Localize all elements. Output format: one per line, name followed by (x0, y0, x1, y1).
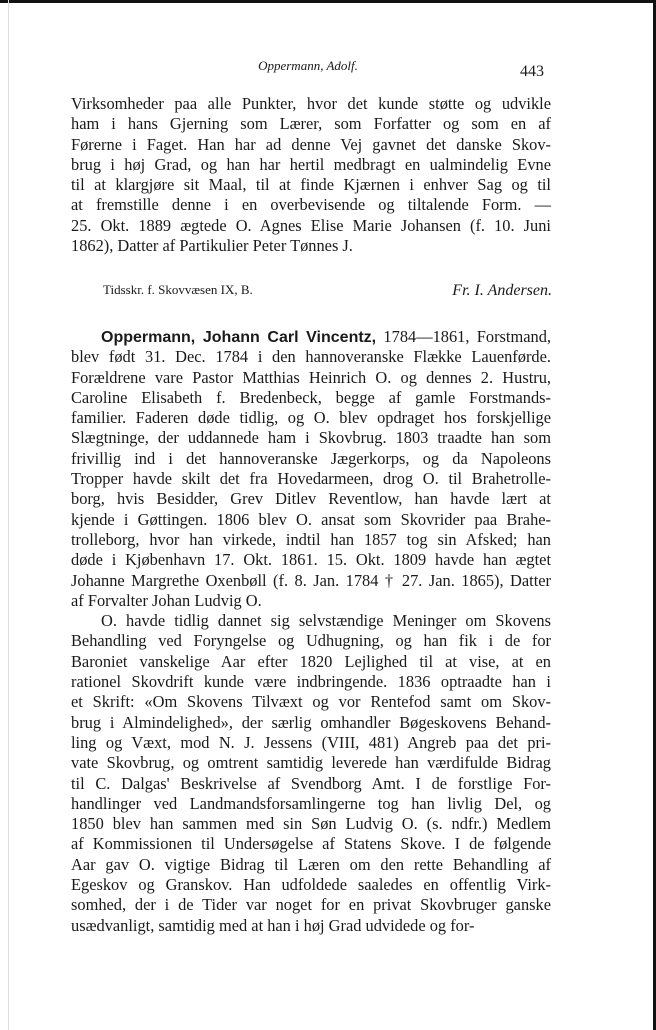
text-line: at fremstille denne i en overbevisende og tiltalende Form. — (71, 195, 551, 215)
text-line: af Forvalter Johan Ludvig O. (71, 590, 262, 610)
entry1-body (71, 94, 551, 256)
text-line: vate Skovbrug, og omtrent samtidig leverede han værdifulde Bidrag (71, 753, 551, 773)
text-line: frivillig ind i det hannoveranske Jægerkorps, og da Napoleons (71, 448, 551, 468)
text-line: O. havde tidlig dannet sig selvstændige Meninger om Skovens (101, 611, 551, 631)
text-line: døde i Kjøbenhavn 17. Okt. 1861. 15. Okt. 1809 havde han ægtet (71, 550, 551, 570)
text-line: brug i Almindelighed», der særlig omhandler Bøgeskovens Behand- (71, 712, 551, 732)
text-line: til at klargjøre sit Maal, til at finde Kjærnen i enhver Sag og til (71, 175, 551, 195)
entry-heading-dates: 1784—1861, Forstmand, (383, 327, 551, 346)
text-line: Johanne Margrethe Oxenbøll (f. 8. Jan. 1784 † 27. Jan. 1865), Datter (71, 570, 551, 590)
page-border-left (8, 0, 9, 1030)
text-line: Behandling ved Foryngelse og Udhugning, og han fik i de for (71, 631, 551, 651)
text-line: trolleborg, hvor han virkede, indtil han 1857 tog sin Afsked; han (71, 529, 551, 549)
text-line: 1850 blev han sammen med sin Søn Ludvig O. (s. ndfr.) Medlem (71, 814, 551, 834)
text-line: Egeskov og Granskov. Han udfoldede saaledes en offentlig Virk- (71, 875, 551, 895)
text-line: Tropper havde skilt det fra Hovedarmeen, drog O. til Brahetrolle- (71, 469, 551, 489)
text-line: somhed, der i de Tider var noget for en privat Skovbruger ganske (71, 895, 551, 915)
text-line: Baroniet vanskelige Aar efter 1820 Lejlighed til at vise, at en (71, 651, 551, 671)
author-signature: Fr. I. Andersen. (452, 282, 552, 299)
source-reference: Tidsskr. f. Skovvæsen IX, B. (103, 282, 253, 297)
text-line: Caroline Elisabeth f. Bredenbeck, begge af gamle Forstmands- (71, 387, 551, 407)
text-line: handlinger ved Landmandsforsamlingerne tog han livlig Del, og (71, 793, 551, 813)
text-line: et Skrift: «Om Skovens Tilvæxt og vor Rentefod samt om Skov- (71, 692, 551, 712)
entry-heading-name: Oppermann, Johann Carl Vincentz, (101, 329, 377, 346)
page-number: 443 (520, 63, 544, 80)
text-line: Forældrene vare Pastor Matthias Heinrich O. og dennes 2. Hustru, (71, 367, 551, 387)
page-border-top (0, 0, 656, 3)
text-line: 25. Okt. 1889 ægtede O. Agnes Elise Marie Johansen (f. 10. Juni (71, 215, 551, 235)
text-line: Slægtninge, der uddannede ham i Skovbrug. 1803 traadte han som (71, 428, 551, 448)
text-line: ling og Væxt, mod N. J. Jessens (VIII, 481) Angreb paa det pri- (71, 732, 551, 752)
text-line: 1862), Datter af Partikulier Peter Tønnes J. (71, 236, 353, 256)
text-line: Førerne i Faget. Han har ad denne Vej gavnet det danske Skov- (71, 134, 551, 154)
text-line: rationel Skovdrift kunde være indbringende. 1836 optraadte han i (71, 672, 551, 692)
text-line: Aar gav O. vigtige Bidrag til Læren om den rette Behandling af (71, 854, 551, 874)
text-line: kjende i Gøttingen. 1806 blev O. ansat som Skovrider paa Brahe- (71, 509, 551, 529)
text-line: til C. Dalgas' Beskrivelse af Svendborg Amt. I de forstlige For- (71, 773, 551, 793)
running-head: Oppermann, Adolf. (258, 58, 358, 73)
text-line: familier. Faderen døde tidlig, og O. blev opdraget hos forskjellige (71, 408, 551, 428)
entry2-heading-line (71, 327, 551, 347)
text-line: ham i hans Gjerning som Lærer, som Forfatter og som en af (71, 114, 551, 134)
text-line: usædvanligt, samtidig med at han i høj Grad udvidede og for- (71, 915, 475, 935)
text-line: borg, hvis Besidder, Grev Ditlev Reventlow, han havde lært at (71, 489, 551, 509)
text-line: af Kommissionen til Undersøgelse af Statens Skove. I de følgende (71, 834, 551, 854)
text-line: Virksomheder paa alle Punkter, hvor det kunde støtte og udvikle (71, 94, 551, 113)
entry2-body (71, 327, 551, 936)
text-line: brug i høj Grad, og han har hertil medbragt en ualmindelig Evne (71, 154, 551, 174)
text-line: blev født 31. Dec. 1784 i den hannoveranske Flække Lauenførde. (71, 347, 551, 367)
